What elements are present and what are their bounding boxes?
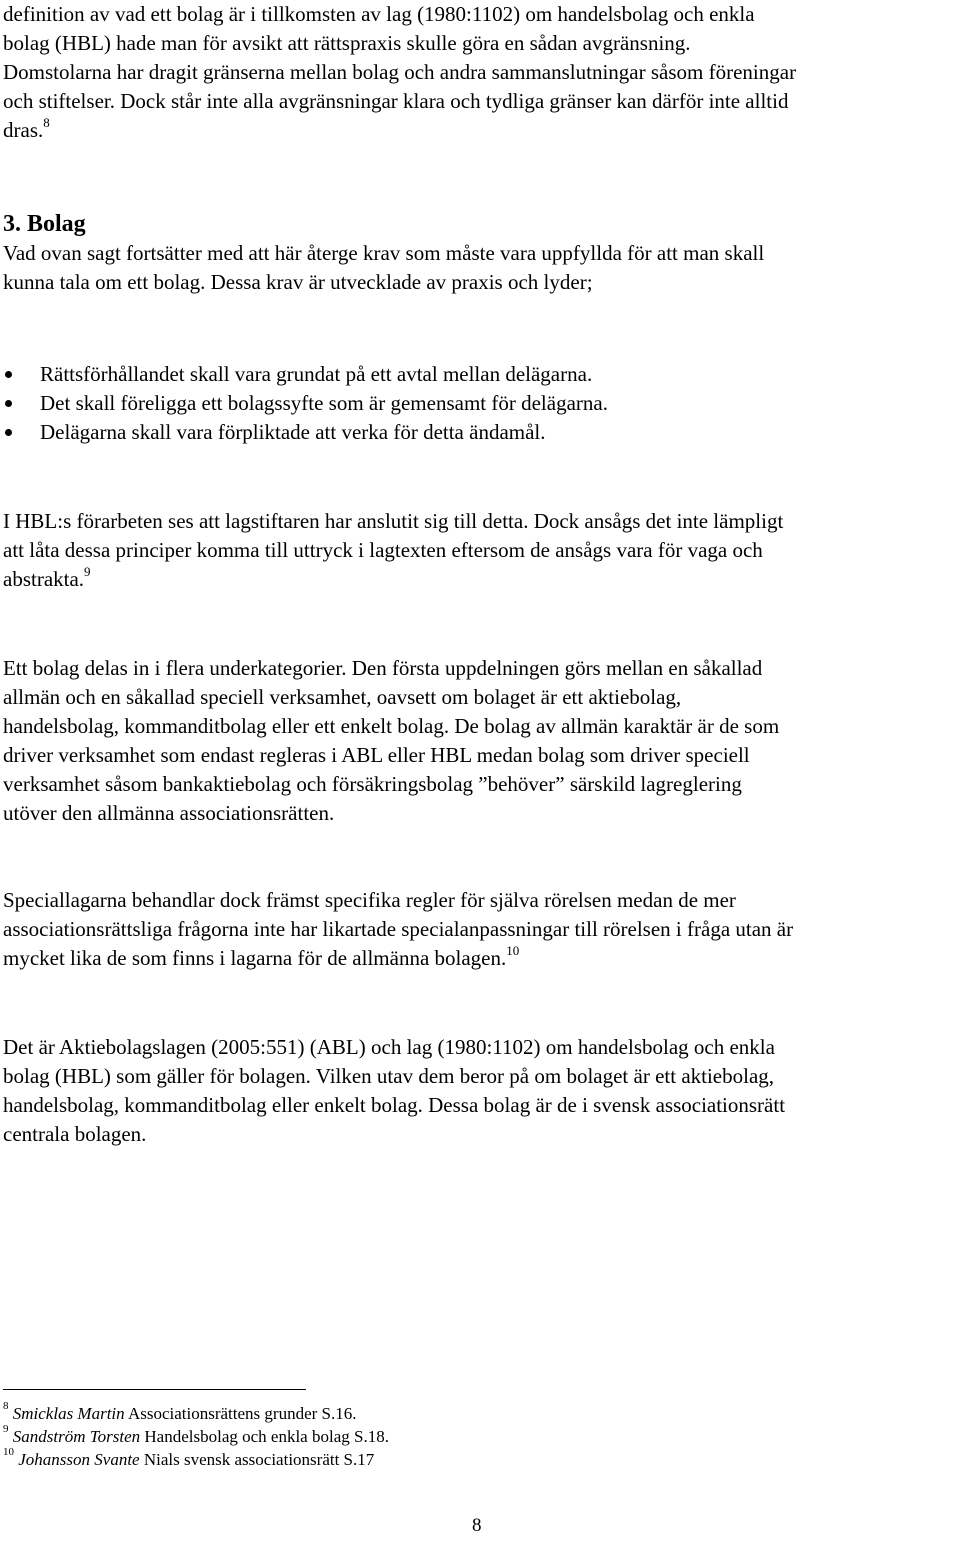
- footnotes: [3, 1402, 389, 1471]
- text-line: handelsbolag, kommanditbolag eller ett enkelt bolag. De bolag av allmän karaktär är de som: [3, 714, 780, 738]
- text-line: och stiftelser. Dock står inte alla avgränsningar klara och tydliga gränser kan därför inte alltid: [3, 89, 789, 113]
- text-line: [3, 116, 953, 145]
- footnote-divider: [3, 1389, 306, 1390]
- requirements-list: [3, 360, 953, 447]
- paragraph-laws: [3, 1033, 953, 1149]
- text-line: Domstolarna har dragit gränserna mellan bolag och andra sammanslutningar såsom föreningar: [3, 60, 797, 84]
- text-line: verksamhet såsom bankaktiebolag och försäkringsbolag ”behöver” särskild lagreglering: [3, 772, 742, 796]
- list-item-text: Rättsförhållandet skall vara grundat på ett avtal mellan delägarna.: [40, 362, 593, 386]
- text-line: bolag (HBL) hade man för avsikt att rättspraxis skulle göra en sådan avgränsning.: [3, 31, 691, 55]
- footnote: [3, 1402, 389, 1425]
- text-line: bolag (HBL) som gäller för bolagen. Vilken utav dem beror på om bolaget är ett aktiebolag,: [3, 1064, 775, 1088]
- text-line: Speciallagarna behandlar dock främst specifika regler för själva rörelsen medan de mer: [3, 888, 736, 912]
- footnote-number: 10: [3, 1446, 14, 1459]
- footnote-number: 8: [3, 1400, 9, 1413]
- list-item: [3, 418, 953, 447]
- footnote-author: Johansson Svante: [18, 1450, 140, 1469]
- footnote-text: Nials svensk associationsrätt S.17: [139, 1450, 375, 1469]
- paragraph-categories: [3, 654, 953, 828]
- page-number: 8: [472, 1515, 482, 1536]
- requirements-list-container: [3, 360, 953, 447]
- text-line: centrala bolagen.: [3, 1122, 147, 1146]
- top-paragraph: [3, 0, 953, 145]
- bullet-icon: [5, 429, 12, 436]
- footnote-number: 9: [3, 1423, 9, 1436]
- list-item-text: Delägarna skall vara förpliktade att verka för detta ändamål.: [40, 420, 546, 444]
- footnote: [3, 1425, 389, 1448]
- footnote-author: Smicklas Martin: [12, 1404, 125, 1423]
- section-heading: 3. Bolag: [3, 211, 86, 237]
- bullet-icon: [5, 400, 12, 407]
- bullet-icon: [5, 371, 12, 378]
- text-line: Det är Aktiebolagslagen (2005:551) (ABL) och lag (1980:1102) om handelsbolag och enkla: [3, 1035, 775, 1059]
- text-line: driver verksamhet som endast regleras i ABL eller HBL medan bolag som driver speciell: [3, 743, 750, 767]
- list-item: [3, 389, 953, 418]
- text-line: definition av vad ett bolag är i tillkomsten av lag (1980:1102) om handelsbolag och enkla: [3, 2, 755, 26]
- paragraph-hbl: [3, 507, 953, 594]
- footnote-reference[interactable]: 10: [506, 943, 520, 958]
- footnote-reference[interactable]: 8: [43, 115, 50, 130]
- text-line: Ett bolag delas in i flera underkategorier. Den första uppdelningen görs mellan en såkallad: [3, 656, 763, 680]
- footnote-author: Sandström Torsten: [12, 1427, 141, 1446]
- list-item: [3, 360, 953, 389]
- text-line: utöver den allmänna associationsrätten.: [3, 801, 335, 825]
- text-line: I HBL:s förarbeten ses att lagstiftaren har anslutit sig till detta. Dock ansågs det inte lämpligt: [3, 509, 784, 533]
- text-line: Vad ovan sagt fortsätter med att här återge krav som måste vara uppfyllda för att man skall: [3, 241, 765, 265]
- text-line: att låta dessa principer komma till uttryck i lagtexten eftersom de ansågs vara för vaga och: [3, 538, 763, 562]
- text-line-content: mycket lika de som finns i lagarna för de allmänna bolagen.: [3, 946, 507, 970]
- text-line: [3, 565, 953, 594]
- text-line-content: dras.: [3, 118, 44, 142]
- text-line-content: abstrakta.: [3, 567, 85, 591]
- footnote-reference[interactable]: 9: [84, 564, 91, 579]
- paragraph-speciallagarna: [3, 886, 953, 973]
- text-line: allmän och en såkallad speciell verksamhet, oavsett om bolaget är ett aktiebolag,: [3, 685, 682, 709]
- text-line: associationsrättsliga frågorna inte har likartade specialanpassningar till rörelsen i fråga utan är: [3, 917, 794, 941]
- section-bolag: [3, 209, 953, 297]
- footnote: [3, 1448, 389, 1471]
- text-line: [3, 944, 953, 973]
- footnote-text: Handelsbolag och enkla bolag S.18.: [140, 1427, 389, 1446]
- text-line: handelsbolag, kommanditbolag eller enkelt bolag. Dessa bolag är de i svensk associationsrätt: [3, 1093, 786, 1117]
- list-item-text: Det skall föreligga ett bolagssyfte som är gemensamt för delägarna.: [40, 391, 608, 415]
- text-line: kunna tala om ett bolag. Dessa krav är utvecklade av praxis och lyder;: [3, 270, 593, 294]
- footnote-text: Associationsrättens grunder S.16.: [124, 1404, 357, 1423]
